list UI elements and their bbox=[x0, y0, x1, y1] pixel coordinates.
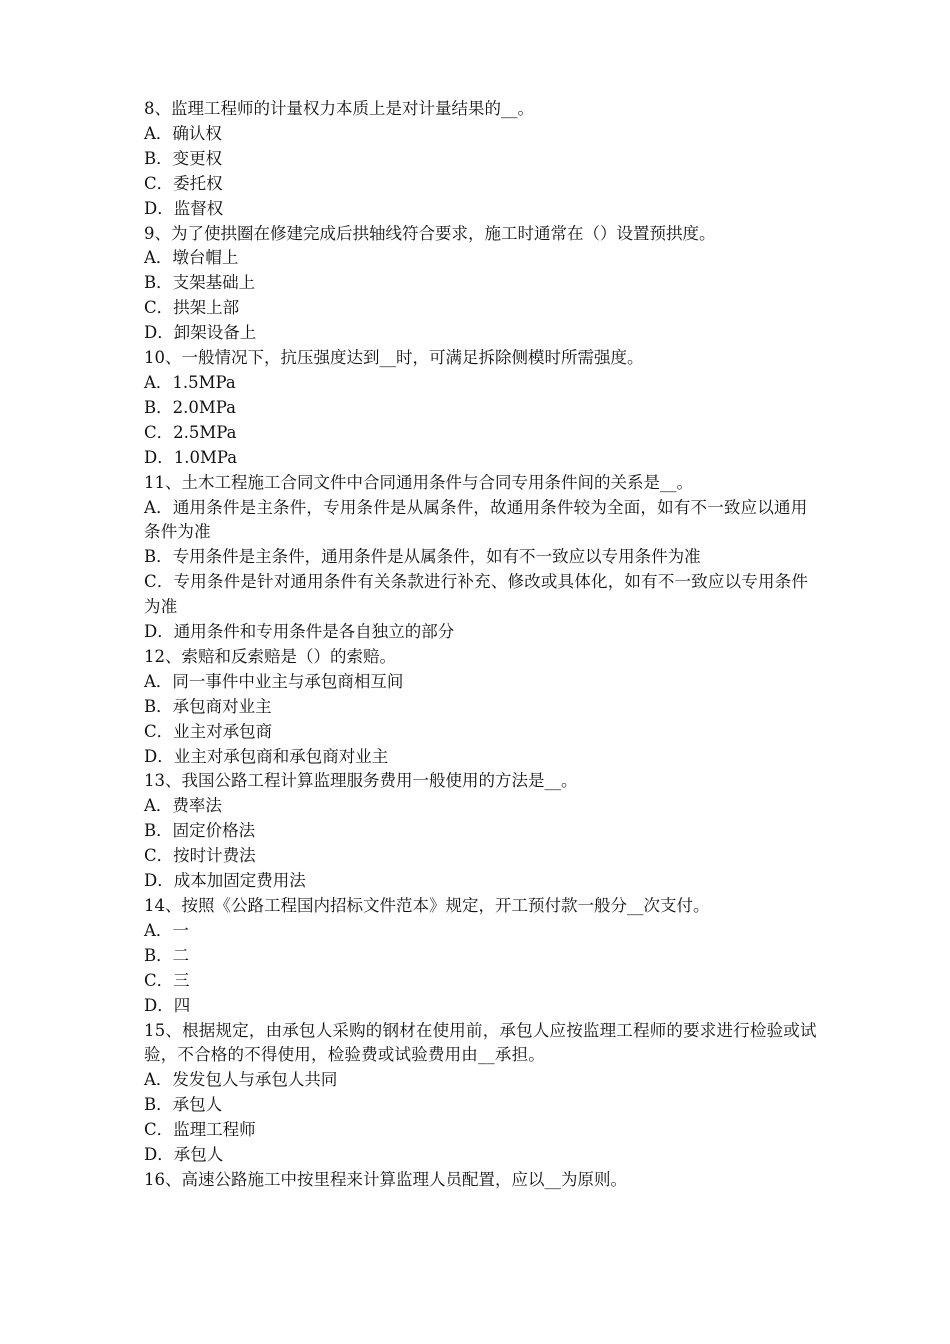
question-14: 14、按照《公路工程国内招标文件范本》规定，开工预付款一般分__次支付。 bbox=[144, 896, 710, 915]
option-d: D．承包人 bbox=[144, 1145, 224, 1165]
option-a: A．发发包人与承包人共同 bbox=[144, 1070, 338, 1090]
option-d: D．四 bbox=[144, 995, 191, 1015]
option-b: B．二 bbox=[144, 945, 190, 965]
option-a: A．一 bbox=[144, 920, 189, 940]
option-a: A．确认权 bbox=[144, 123, 222, 143]
option-b: B．专用条件是主条件，通用条件是从属条件，如有不一致应以专用条件为准 bbox=[144, 547, 701, 567]
document-page bbox=[144, 97, 824, 1193]
option-d: D．业主对承包商和承包商对业主 bbox=[144, 746, 389, 766]
option-a: A．1.5MPa bbox=[144, 372, 236, 392]
question-10: 10、一般情况下，抗压强度达到__时，可满足拆除侧模时所需强度。 bbox=[144, 348, 644, 368]
option-b: B．变更权 bbox=[144, 148, 223, 168]
option-b: B．承包人 bbox=[144, 1095, 223, 1115]
option-c: C．拱架上部 bbox=[144, 298, 240, 318]
question-8: 8、监理工程师的计量权力本质上是对计量结果的__。 bbox=[144, 99, 534, 118]
option-b: B．固定价格法 bbox=[144, 821, 256, 841]
option-d: D．通用条件和专用条件是各自独立的部分 bbox=[144, 622, 455, 642]
option-c: C．三 bbox=[144, 970, 190, 990]
question-16: 16、高速公路施工中按里程来计算监理人员配置，应以__为原则。 bbox=[144, 1169, 627, 1189]
option-c: C．2.5MPa bbox=[144, 422, 237, 442]
option-c: C．委托权 bbox=[144, 173, 223, 193]
option-d: D．成本加固定费用法 bbox=[144, 871, 306, 891]
question-12: 12、索赔和反索赔是（）的索赔。 bbox=[144, 646, 396, 666]
option-a: A．同一事件中业主与承包商相互间 bbox=[144, 671, 404, 691]
option-c: C．业主对承包商 bbox=[144, 721, 273, 741]
option-a: A．墩台帽上 bbox=[144, 248, 239, 268]
option-b: B．支架基础上 bbox=[144, 273, 256, 293]
question-11: 11、土木工程施工合同文件中合同通用条件与合同专用条件间的关系是__。 bbox=[144, 472, 693, 492]
option-b: B．2.0MPa bbox=[144, 397, 236, 417]
option-c: C．监理工程师 bbox=[144, 1120, 256, 1140]
option-a: A．费率法 bbox=[144, 796, 222, 816]
option-a: A．通用条件是主条件，专用条件是从属条件，故通用条件较为全面，如有不一致应以通用条件为准 bbox=[144, 497, 808, 542]
question-15: 15、根据规定，由承包人采购的钢材在使用前，承包人应按监理工程师的要求进行检验或试验，不合格的不得使用，检验费或试验费用由__承担。 bbox=[144, 1020, 817, 1065]
option-d: D．监督权 bbox=[144, 198, 224, 218]
question-9: 9、为了使拱圈在修建完成后拱轴线符合要求，施工时通常在（）设置预拱度。 bbox=[144, 223, 716, 243]
option-c: C．专用条件是针对通用条件有关条款进行补充、修改或具体化，如有不一致应以专用条件为准 bbox=[144, 572, 809, 617]
question-13: 13、我国公路工程计算监理服务费用一般使用的方法是__。 bbox=[144, 771, 578, 791]
option-b: B．承包商对业主 bbox=[144, 696, 272, 716]
option-c: C．按时计费法 bbox=[144, 846, 256, 866]
option-d: D．卸架设备上 bbox=[144, 323, 257, 343]
option-d: D．1.0MPa bbox=[144, 447, 238, 467]
